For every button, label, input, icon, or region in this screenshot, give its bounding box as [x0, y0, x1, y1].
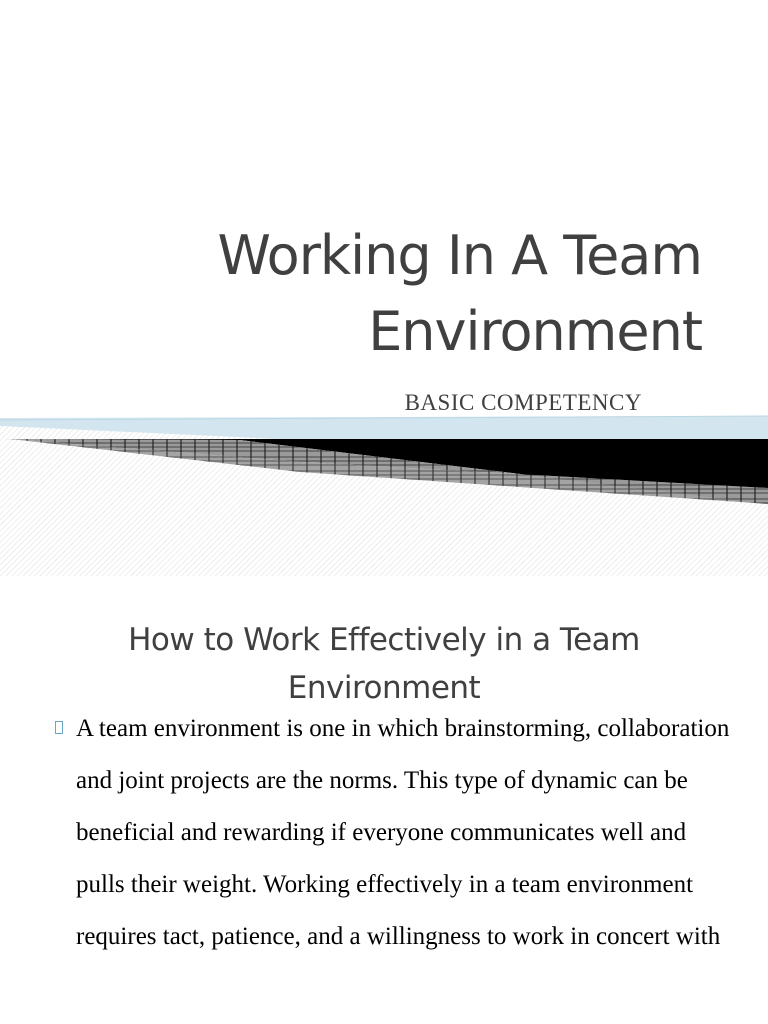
title-line-2: Environment	[368, 300, 702, 363]
slide-heading	[0, 616, 768, 712]
heading-line-1: How to Work Effectively in a Team	[128, 622, 640, 658]
bullet-text: A team environment is one in which brainstorming, collaboration and joint projects are the norms. This type of dynamic can be beneficial and rewarding if everyone communicates well and pulls their weight. Working effectively in a team environment requires tact, patience, and a willingness to work in concert with	[76, 715, 730, 950]
heading-line-2: Environment	[287, 670, 481, 706]
title-line-1: Working In A Team	[217, 224, 702, 287]
decorative-wave-band	[0, 412, 768, 576]
bullet-icon	[55, 721, 63, 734]
slide-subtitle: BASIC COMPETENCY	[404, 390, 642, 415]
content-slide	[0, 576, 768, 1024]
slide-title	[62, 218, 702, 370]
